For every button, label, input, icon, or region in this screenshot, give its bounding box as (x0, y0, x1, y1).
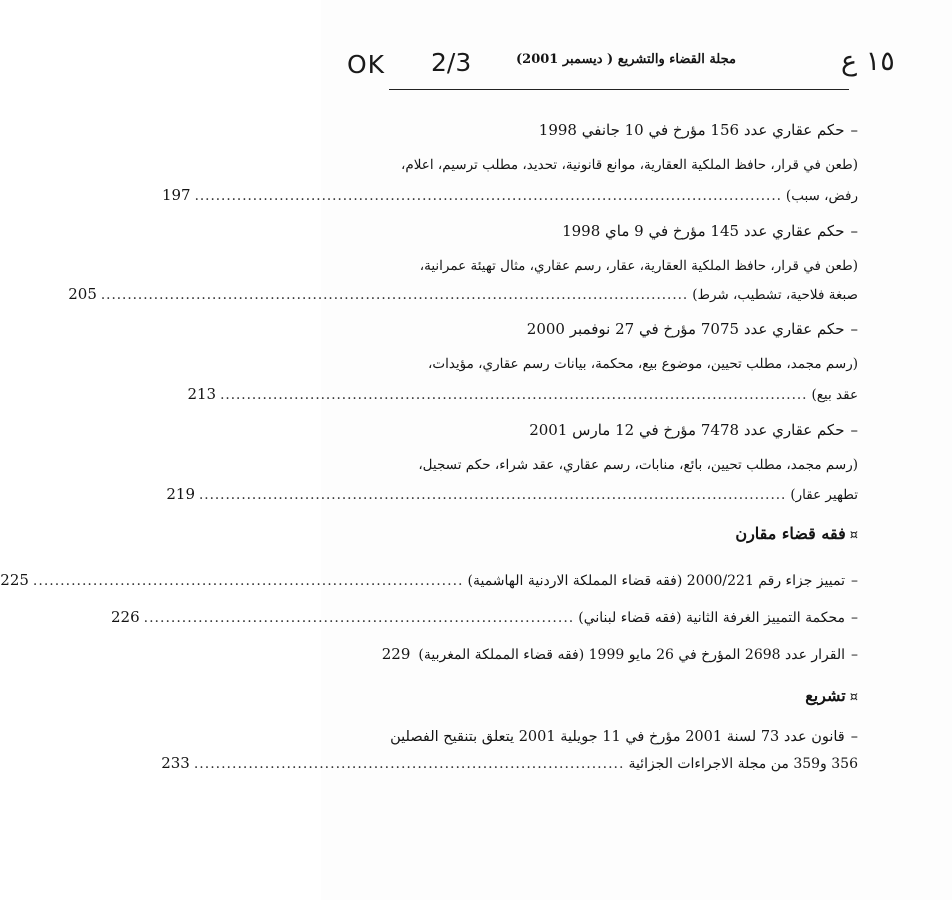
legislation-item-text: قانون عدد 73 لسنة 2001 مؤرخ في 11 جويلية 2001 يتعلق بتنقيح الفصلين (390, 729, 845, 745)
toc-item-text: القرار عدد 2698 المؤرخ في 26 مايو 1999 (فقه قضاء المملكة المغربية) (418, 647, 845, 663)
dash: – (851, 647, 858, 663)
page-number: 229 (381, 645, 411, 663)
dash: – (850, 421, 858, 439)
page-number: 213 (187, 385, 217, 403)
section-heading-comparative (735, 524, 858, 543)
entry-title-text: حكم عقاري عدد 145 مؤرخ في 9 ماي 1998 (562, 222, 845, 240)
toc-item (111, 604, 858, 626)
entry-keywords-end: رفض، سبب) (785, 188, 858, 204)
entry-keywords-end: تطهير عقار) (790, 487, 858, 503)
page-number: 226 (111, 608, 140, 626)
legislation-item-end: 356 و359 من مجلة الاجراءات الجزائية (628, 756, 858, 772)
entry-title (527, 320, 858, 338)
dash: – (850, 729, 858, 745)
running-head: مجلة القضاء والتشريع ( ديسمبر 2001) (516, 52, 736, 67)
dot-leader: ............................................................................................................... (220, 387, 808, 403)
entry-keywords-last-line (187, 383, 858, 403)
entry-keywords: (طعن في قرار، حافظ الملكية العقارية، موانع قانونية، تحديد، مطلب ترسيم، اعلام، (401, 157, 858, 173)
toc-item-text: تمييز جزاء رقم 2000/221 (فقه قضاء المملكة الاردنية الهاشمية) (467, 573, 845, 589)
dash: – (850, 320, 858, 338)
entry-keywords-end: عقد بيع) (811, 387, 858, 403)
entry-keywords-last-line (166, 483, 858, 503)
entry-keywords: (طعن في قرار، حافظ الملكية العقارية، عقار، رسم عقاري، مثال تهيئة عمرانية، (419, 258, 858, 274)
dot-leader: ............................................................................................................... (194, 188, 782, 204)
handwritten-page-count: 2/3 (431, 48, 472, 77)
dot-leader: ............................................................................... (143, 610, 575, 626)
handwritten-page-number: ١٥ ع (841, 46, 895, 77)
page-number: 225 (0, 571, 29, 589)
header-rule (389, 89, 849, 90)
toc-item (381, 641, 858, 663)
entry-title-text: حكم عقاري عدد 7478 مؤرخ في 12 مارس 2001 (529, 421, 845, 439)
star-bullet-icon: ¤ (849, 528, 858, 543)
section-title: تشريع (805, 686, 846, 705)
section-title: فقه قضاء مقارن (735, 524, 846, 543)
entry-title (562, 222, 858, 240)
entry-title (539, 121, 858, 139)
dot-leader: ............................................................................................................... (100, 287, 689, 303)
page-number: 205 (68, 285, 97, 303)
toc-item (0, 567, 858, 589)
entry-keywords-last-line (68, 283, 858, 303)
dash: – (850, 121, 858, 139)
dash: – (850, 222, 858, 240)
page-number: 197 (161, 186, 191, 204)
entry-keywords-end: صبغة فلاحية، تشطيب، شرط) (692, 287, 858, 303)
entry-title (529, 421, 858, 439)
entry-keywords: (رسم مجمد، مطلب تحيين، موضوع بيع، محكمة، بيانات رسم عقاري، مؤيدات، (428, 356, 858, 372)
entry-title-text: حكم عقاري عدد 156 مؤرخ في 10 جانفي 1998 (538, 121, 845, 139)
entry-keywords-last-line (161, 184, 858, 204)
dash: – (851, 573, 858, 589)
legislation-item (390, 729, 858, 745)
page-number: 233 (161, 754, 190, 772)
dash: – (851, 610, 858, 626)
entry-keywords: (رسم مجمد، مطلب تحيين، بائع، منابات، رسم عقاري، عقد شراء، حكم تسجيل، (418, 457, 858, 473)
section-heading-legislation (805, 686, 858, 705)
legislation-item-last-line (161, 752, 858, 772)
page-number: 219 (166, 485, 195, 503)
toc-item-text: محكمة التمييز الغرفة الثانية (فقه قضاء لبناني) (578, 610, 845, 626)
star-bullet-icon: ¤ (849, 690, 858, 705)
dot-leader: ............................................................................... (32, 573, 464, 589)
dot-leader: ............................................................................... (193, 756, 625, 772)
dot-leader: ............................................................................................................... (199, 487, 787, 503)
handwritten-ok-mark: OK (347, 50, 386, 79)
entry-title-text: حكم عقاري عدد 7075 مؤرخ في 27 نوفمبر 2000 (526, 320, 845, 338)
